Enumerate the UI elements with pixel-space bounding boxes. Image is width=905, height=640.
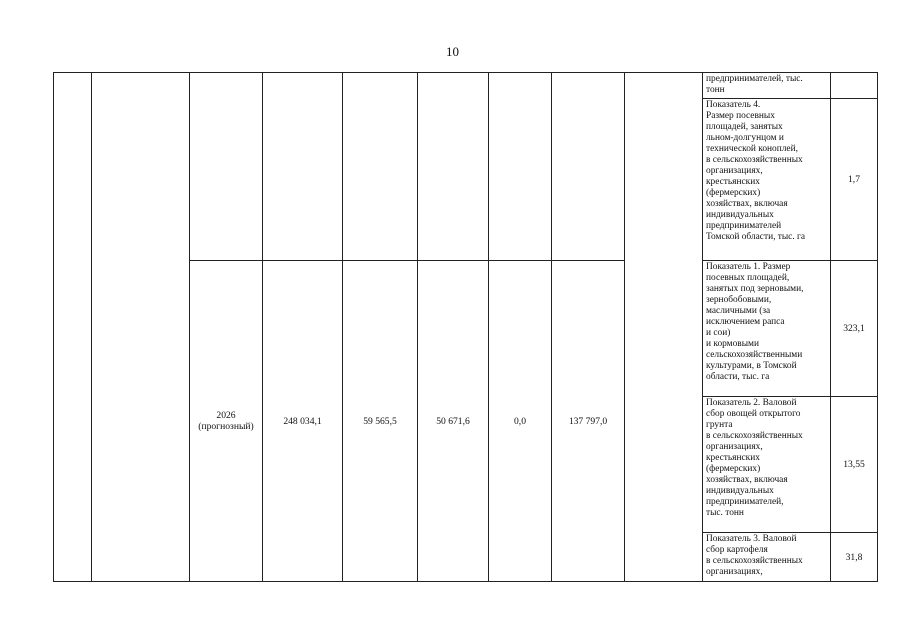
indicator-value: 1,7 (848, 174, 860, 185)
indicator-value: 323,1 (843, 323, 865, 334)
regional-budget-cell: 50 671,6 (436, 415, 470, 427)
year-cell: 2026 (прогнозный) (198, 410, 254, 432)
indicator-value: 13,55 (843, 459, 865, 470)
column-divider (624, 73, 625, 581)
local-budget-cell: 0,0 (514, 415, 526, 427)
page-number: 10 (446, 44, 459, 59)
column-divider (702, 73, 703, 581)
indicator-text: Показатель 1. Размер посевных площадей, занятых под зерновыми, зернобобовыми, масличными (за исключением рапса и сои) и кормовыми сельскохозяйственными культурами, в Томской области, тыс. га (706, 262, 804, 382)
total-value-cell: 248 034,1 (283, 415, 322, 427)
budget-indicators-table (53, 72, 878, 582)
federal-budget-cell: 59 565,5 (363, 415, 397, 427)
other-sources-cell: 137 797,0 (568, 415, 608, 427)
indicator-value: 31,8 (845, 551, 863, 563)
indicator-text: Показатель 4. Размер посевных площадей, занятых льном-долгунцом и технической коноплей, в сельскохозяйственных организациях, крестьянских (фермерских) хозяйствах, включая индивидуальных предпринимателей Томской области, тыс. га (706, 100, 806, 242)
indicator-text: Показатель 3. Валовой сбор картофеля в сельскохозяйственных организациях, (706, 534, 803, 577)
indicator-text: предпринимателей, тыс. тонн (706, 74, 803, 95)
column-divider (91, 73, 92, 581)
indicator-text: Показатель 2. Валовой сбор овощей открытого грунта в сельскохозяйственных организациях, крестьянских (фермерских) хозяйствах, включая индивидуальных предпринимателей, тыс. тонн (706, 398, 803, 518)
